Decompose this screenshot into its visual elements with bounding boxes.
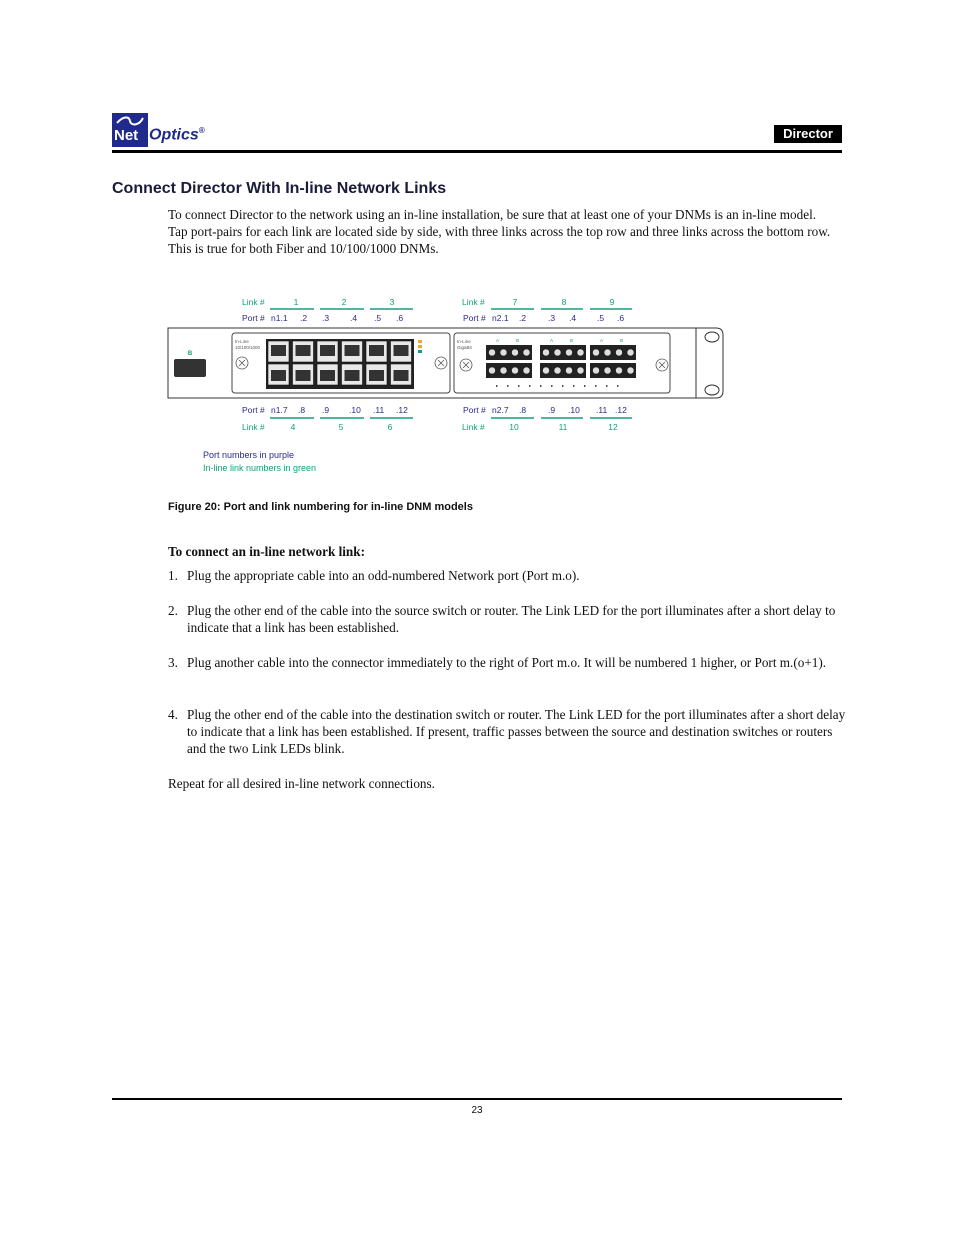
step-3 [168, 654, 851, 671]
footer-rule [112, 1098, 842, 1100]
fiber-led [540, 385, 542, 387]
fiber-led [606, 385, 608, 387]
fiber-ferrule [489, 349, 496, 356]
section-title: Connect Director With In-line Network Links [112, 180, 447, 197]
led-legend-1 [418, 340, 422, 343]
link-7: 7 [512, 297, 518, 307]
fiber-ferrule [523, 349, 530, 356]
right-top-port-label: Port # [463, 313, 486, 323]
fiber-led [529, 385, 531, 387]
rj45-jack [394, 345, 409, 356]
fiber-ferrule [554, 367, 561, 374]
fiber-port-b-label: B [516, 338, 520, 343]
left-bottom-link-label: Link # [242, 422, 265, 432]
rj45-jack [271, 370, 286, 381]
port-n2-8: .8 [519, 405, 527, 415]
procedure-title: To connect an in-line network link: [168, 544, 365, 559]
link-2: 2 [341, 297, 347, 307]
port-n2-4: .4 [569, 313, 577, 323]
port-n2-5: .5 [597, 313, 605, 323]
right-module-label-2: GigaBit [457, 345, 472, 350]
right-top-link-label: Link # [462, 297, 485, 307]
left-top-link-label: Link # [242, 297, 265, 307]
port-n1-12: .12 [396, 405, 408, 415]
port-n2-11: .11 [596, 405, 608, 415]
left-bottom-port-label: Port # [242, 405, 265, 415]
blank-slot [174, 359, 206, 377]
rack-hole-bottom [705, 385, 719, 395]
step-number: 2. [168, 603, 178, 618]
fiber-led [595, 385, 597, 387]
fiber-led [507, 385, 509, 387]
logo-net-text: Net [114, 127, 139, 144]
fiber-ferrule [500, 367, 507, 374]
fiber-ferrule [489, 367, 496, 374]
fiber-port-a-label: A [496, 338, 500, 343]
port-n2-10: .10 [568, 405, 580, 415]
rj45-jack [345, 370, 360, 381]
port-n1-5: .5 [374, 313, 382, 323]
fiber-ferrule [593, 367, 600, 374]
port-n1-6: .6 [396, 313, 404, 323]
port-n2-6: .6 [617, 313, 625, 323]
port-n2-1: n2.1 [492, 313, 509, 323]
logo-optics-text: Optics® [149, 126, 205, 144]
port-n2-7: n2.7 [492, 405, 509, 415]
link-12: 12 [608, 422, 618, 432]
link-5: 5 [338, 422, 344, 432]
step-2 [168, 602, 851, 636]
rj45-jack [369, 345, 384, 356]
fiber-led [617, 385, 619, 387]
fiber-led [551, 385, 553, 387]
header-rule [112, 150, 842, 153]
rj45-jack [320, 345, 335, 356]
link-1: 1 [293, 297, 299, 307]
fiber-ferrule [616, 349, 623, 356]
right-bottom-port-label: Port # [463, 405, 486, 415]
fiber-led [573, 385, 575, 387]
fiber-ferrule [604, 349, 611, 356]
link-6: 6 [387, 422, 393, 432]
fiber-ferrule [543, 367, 550, 374]
fiber-port-a-label: A [550, 338, 554, 343]
link-4: 4 [290, 422, 296, 432]
fiber-ferrule [593, 349, 600, 356]
fiber-ferrule [512, 349, 519, 356]
fiber-ferrule [523, 367, 530, 374]
rj45-jack [271, 345, 286, 356]
link-10: 10 [509, 422, 519, 432]
fiber-led [562, 385, 564, 387]
rack-hole-top [705, 332, 719, 342]
fiber-port-b-label: B [570, 338, 574, 343]
port-n2-9: .9 [548, 405, 556, 415]
slot-b-label: B [187, 351, 193, 357]
step-text: Plug the other end of the cable into the destination switch or router. The Link LED for the port illuminates after a short delay to indicate that a link has been established. If present, traffic passes between the source and destination switches or routers and the two Link LEDs blink. [187, 707, 846, 756]
intro-paragraph: To connect Director to the network using an in-line installation, be sure that at least one of your DNMs is an in-line model. Tap port-pairs for each link are located side by side, with three links across the top row and three links across the bottom row. This is true for both Fiber and 10/100/1000 DNMs. [168, 207, 831, 256]
rj45-jack [369, 370, 384, 381]
port-n1-3: .3 [322, 313, 330, 323]
left-module-label-2: 10/100/1000 [235, 345, 261, 350]
led-legend-2 [418, 345, 422, 348]
fiber-ferrule [604, 367, 611, 374]
figure-caption: Figure 20: Port and link numbering for in-line DNM models [168, 501, 473, 513]
port-n2-12: .12 [615, 405, 627, 415]
port-n1-4: .4 [350, 313, 358, 323]
fiber-ferrule [627, 349, 634, 356]
rj45-jack [345, 345, 360, 356]
fiber-led [518, 385, 520, 387]
link-3: 3 [389, 297, 395, 307]
led-legend-3 [418, 350, 422, 353]
fiber-ferrule [577, 349, 584, 356]
port-n1-7: n1.7 [271, 405, 288, 415]
port-n1-1: n1.1 [271, 313, 288, 323]
page-number: 23 [471, 1105, 483, 1116]
fiber-ferrule [554, 349, 561, 356]
left-module-label-1: In-Line [235, 339, 249, 344]
right-module-label-1: In-Line [457, 339, 471, 344]
port-n1-11: .11 [373, 405, 385, 415]
rj45-jack [296, 370, 311, 381]
port-n1-8: .8 [298, 405, 306, 415]
step-number: 4. [168, 707, 178, 722]
step-text: Plug the appropriate cable into an odd-numbered Network port (Port m.o). [187, 568, 580, 583]
fiber-ferrule [543, 349, 550, 356]
rj45-jack [320, 370, 335, 381]
fiber-led [584, 385, 586, 387]
wave-icon [115, 115, 145, 127]
step-number: 1. [168, 568, 178, 583]
fiber-ferrule [616, 367, 623, 374]
rj45-jack [394, 370, 409, 381]
fiber-port-b-label: B [620, 338, 624, 343]
step-text: Plug the other end of the cable into the source switch or router. The Link LED for the port illuminates after a short delay to indicate that a link has been established. [187, 603, 836, 635]
fiber-ferrule [566, 349, 573, 356]
right-bottom-link-label: Link # [462, 422, 485, 432]
step-1 [168, 567, 851, 584]
fiber-ferrule [577, 367, 584, 374]
header-badge: Director [774, 125, 842, 143]
legend-link-numbers: In-line link numbers in green [203, 463, 317, 473]
fiber-led [496, 385, 498, 387]
fiber-ferrule [512, 367, 519, 374]
step-4 [168, 706, 851, 757]
rj45-jack [296, 345, 311, 356]
left-top-port-label: Port # [242, 313, 265, 323]
fiber-ferrule [500, 349, 507, 356]
link-11: 11 [558, 422, 568, 432]
fiber-port-a-label: A [600, 338, 604, 343]
port-n1-10: .10 [349, 405, 361, 415]
closing-text: Repeat for all desired in-line network connections. [168, 776, 435, 791]
port-n1-9: .9 [322, 405, 330, 415]
port-n2-3: .3 [548, 313, 556, 323]
fiber-ferrule [566, 367, 573, 374]
port-n2-2: .2 [519, 313, 527, 323]
port-n1-2: .2 [300, 313, 308, 323]
link-8: 8 [561, 297, 567, 307]
step-text: Plug another cable into the connector immediately to the right of Port m.o. It will be numbered 1 higher, or Port m.(o+1). [187, 655, 827, 670]
fiber-ferrule [627, 367, 634, 374]
link-9: 9 [609, 297, 615, 307]
rj45-port-block [266, 339, 414, 389]
step-number: 3. [168, 655, 178, 670]
legend-port-numbers: Port numbers in purple [203, 450, 295, 460]
